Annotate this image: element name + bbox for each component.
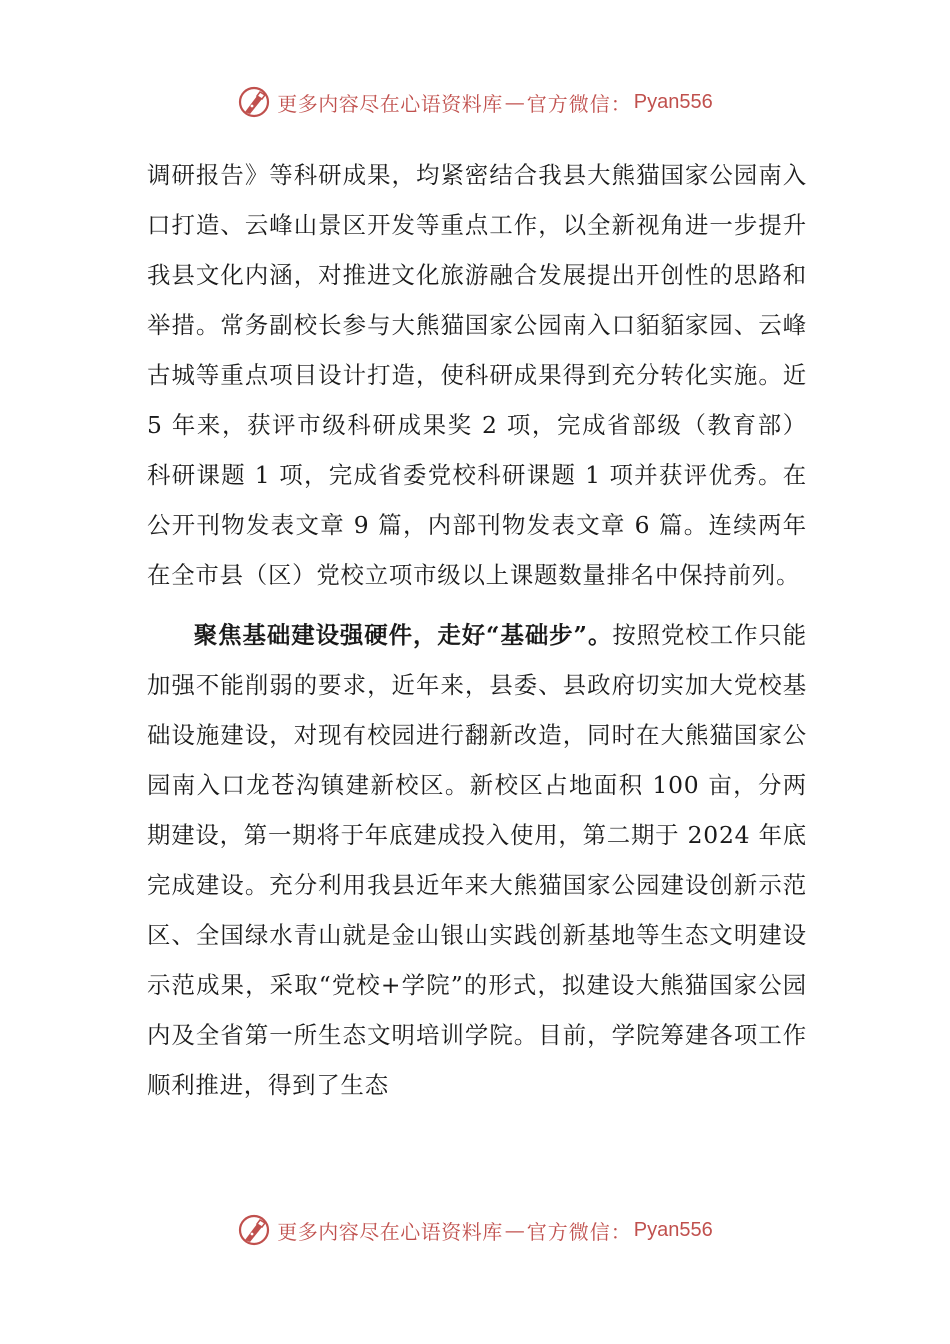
paragraph-research-results (147, 150, 807, 600)
watermark-wechat-handle: Pyan556 (633, 90, 713, 113)
paragraph-text: 调研报告》等科研成果，均紧密结合我县大熊猫国家公园南入口打造、云峰山景区开发等重点工作，以全新视角进一步提升我县文化内涵，对推进文化旅游融合发展提出开创性的思路和举措。常务副校长参与大熊猫国家公园南入口貊貊家园、云峰古城等重点项目设计打造，使科研成果得到充分转化实施。近 5 年来，获评市级科研成果奖 2 项，完成省部级（教育部）科研课题 1 项，完成省委党校科研课题 1 项并获评优秀。在公开刊物发表文章 9 篇，内部刊物发表文章 6 篇。连续两年在全市县（区）党校立项市级以上课题数量排名中保持前列。 (147, 161, 807, 589)
watermark-separator: — (504, 90, 525, 114)
pen-nib-logo-icon (237, 1213, 271, 1247)
paragraph-text: 按照党校工作只能加强不能削弱的要求，近年来，县委、县政府切实加大党校基础设施建设，对现有校园进行翻新改造，同时在大熊猫国家公园南入口龙苍沟镇建新校区。新校区占地面积 100 亩，分两期建设，第一期将于年底建成投入使用，第二期于 2024 年底完成建设。充分利用我县近年来大熊猫国家公园建设创新示范区、全国绿水青山就是金山银山实践创新基地等生态文明建设示范成果，采取“党校+学院”的形式，拟建设大熊猫国家公园内及全省第一所生态文明培训学院。目前，学院筹建各项工作顺利推进，得到了生态 (147, 621, 807, 1099)
paragraph-lead-heading: 聚焦基础建设强硬件，走好“基础步”。 (193, 621, 613, 649)
watermark-wechat-handle: Pyan556 (633, 1218, 713, 1241)
watermark-separator: — (504, 1218, 525, 1242)
header-watermark (0, 82, 950, 122)
watermark-brand-text: 更多内容尽在心语资料库 (277, 1219, 503, 1244)
document-body (147, 150, 807, 1150)
footer-watermark (0, 1210, 950, 1250)
watermark-wechat-label: 官方微信： (526, 1219, 632, 1244)
paragraph-infrastructure (147, 610, 807, 1110)
watermark-brand-text: 更多内容尽在心语资料库 (277, 91, 503, 116)
watermark-wechat-label: 官方微信： (526, 91, 632, 116)
pen-nib-logo-icon (237, 85, 271, 119)
